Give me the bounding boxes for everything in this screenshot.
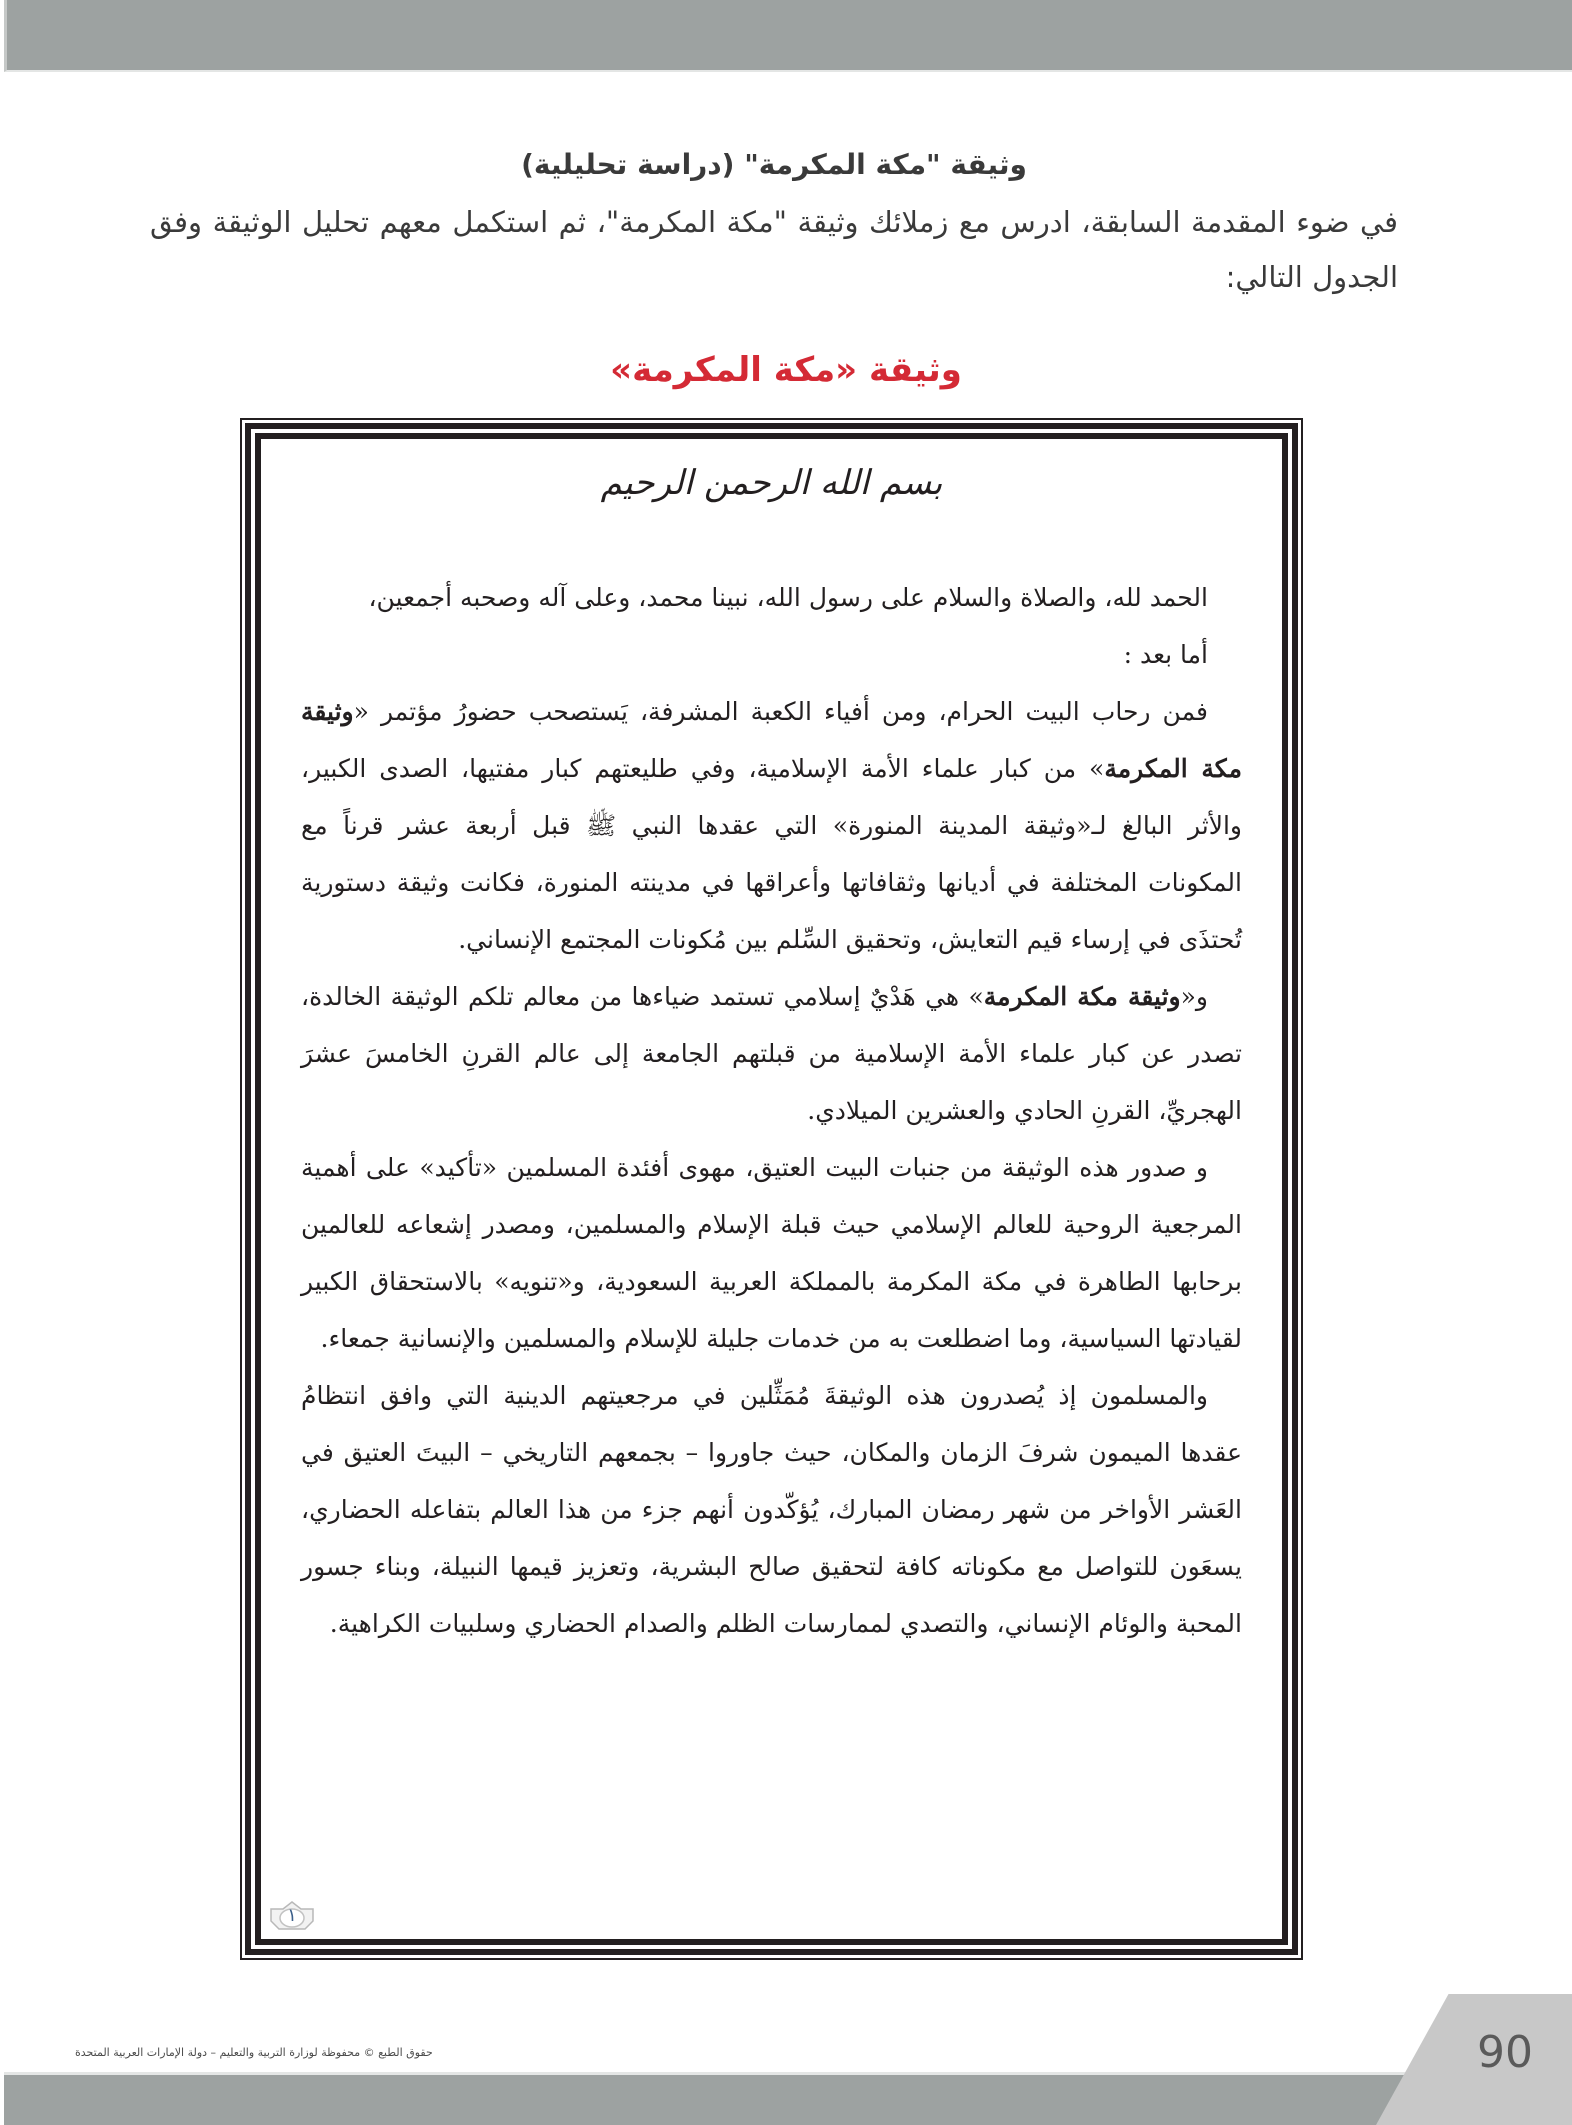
basmala-calligraphy: بسم الله الرحمن الرحيم — [600, 463, 943, 503]
activity-instruction: في ضوء المقدمة السابقة، ادرس مع زملائك وثيقة "مكة المكرمة"، ثم استكمل معهم تحليل الوثيقة وفق الجدول التالي: — [150, 205, 1398, 294]
copyright-notice: حقوق الطبع © محفوظة لوزارة التربية والتعليم – دولة الإمارات العربية المتحدة — [75, 2046, 433, 2059]
paragraph-guidance: و«وثيقة مكة المكرمة» هي هَدْيٌ إسلامي تستمد ضياءها من معالم تلكم الوثيقة الخالدة، تصدر عن كبار علماء الأمة الإسلامية من قبلتهم الجامعة إلى عالم القرنِ الخامسَ عشرَ الهجريِّ، القرنِ الحادي والعشرين الميلادي. — [301, 982, 1242, 1125]
footer-bar — [4, 2072, 1572, 2125]
paragraph-muslims: والمسلمون إذ يُصدرون هذه الوثيقةَ مُمَثِّلين في مرجعيتهم الدينية التي وافق انتظامُ عقدها الميمون شرفَ الزمان والمكان، حيث جاوروا – بجمعهم التاريخي – البيتَ العتيق في العَشر الأواخر من شهر رمضان المبارك، يُؤكّدون أنهم جزء من هذا العالم بتفاعله الحضاري، يسعَون للتواصل مع مكوناته كافة لتحقيق صالح البشرية، وتعزيز قيمها النبيلة، وبناء جسور المحبة والوئام الإنساني، والتصدي لممارسات الظلم والصدام الحضاري وسلبيات الكراهية. — [301, 1381, 1242, 1638]
bold-document-name: وثيقة مكة المكرمة — [983, 982, 1181, 1011]
document-body — [301, 569, 1242, 1652]
page-number: 90 — [1477, 2027, 1533, 2078]
page-ornament-icon — [265, 1901, 319, 1937]
paragraph-amma-baad: أما بعد : — [1123, 640, 1208, 669]
header-bar — [4, 0, 1572, 72]
document-title: وثيقة «مكة المكرمة» — [610, 350, 962, 390]
paragraph-praise: الحمد لله، والصلاة والسلام على رسول الله، نبينا محمد، وعلى آله وصحبه أجمعين، — [368, 583, 1208, 612]
intro-section — [150, 145, 1398, 305]
activity-title: وثيقة "مكة المكرمة" (دراسة تحليلية) — [521, 148, 1027, 181]
document-frame — [240, 418, 1303, 1960]
ornament-number: ١ — [287, 1905, 297, 1926]
bold-document-name: وثيقة مكة المكرمة — [301, 697, 1242, 783]
paragraph-issuance: و صدور هذه الوثيقة من جنبات البيت العتيق، مهوى أفئدة المسلمين «تأكيد» على أهمية المرجعية الروحية للعالم الإسلامي حيث قبلة الإسلام والمسلمين، ومصدر إشعاعه للعالمين برحابها الطاهرة في مكة المكرمة بالمملكة العربية السعودية، و«تنويه» بالاستحقاق الكبير لقيادتها السياسية، وما اضطلعت به من خدمات جليلة للإسلام والمسلمين والإنسانية جمعاء. — [301, 1153, 1242, 1353]
paragraph-conference: فمن رحاب البيت الحرام، ومن أفياء الكعبة المشرفة، يَستصحب حضورُ مؤتمر «وثيقة مكة المكرمة» من كبار علماء الأمة الإسلامية، وفي طليعتهم كبار مفتيها، الصدى الكبير، والأثر البالغ لـ«وثيقة المدينة المنورة» التي عقدها النبي ﷺ قبل أربعة عشر قرناً مع المكونات المختلفة في أديانها وثقافاتها وأعراقها في مدينته المنورة، فكانت وثيقة دستورية تُحتذَى في إرساء قيم التعايش، وتحقيق السِّلم بين مُكونات المجتمع الإنساني. — [301, 697, 1242, 954]
